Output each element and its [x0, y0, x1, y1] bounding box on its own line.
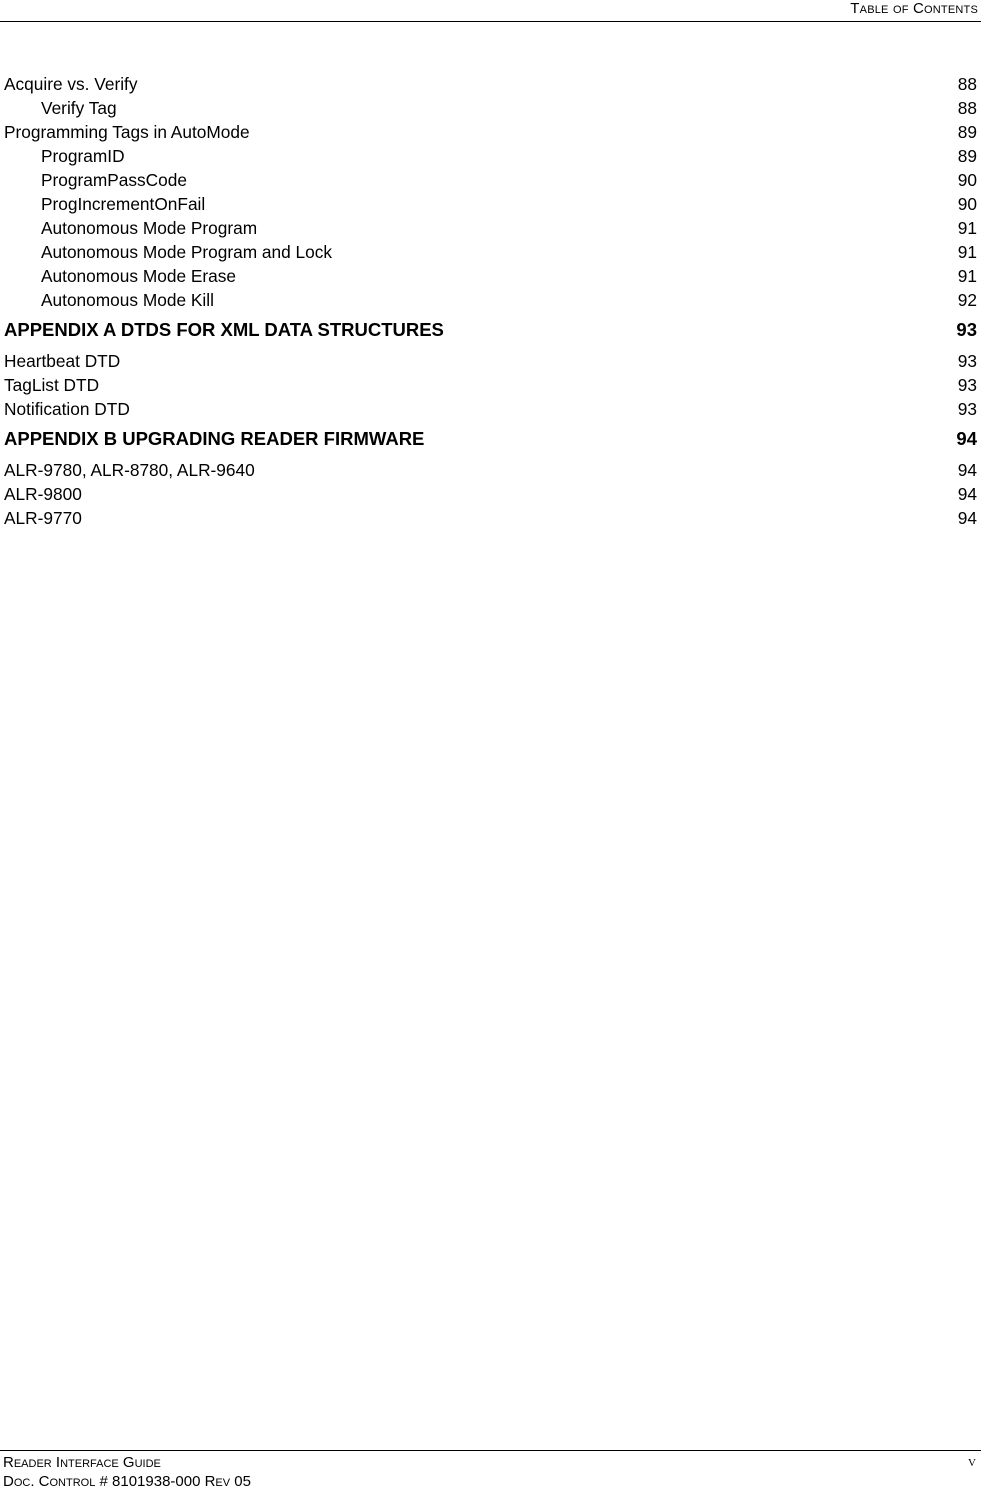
footer-doc-control: Doc. Control # 8101938-000 Rev 05	[3, 1473, 251, 1490]
toc-entry-page: 94	[957, 508, 977, 528]
toc-entry-label: Autonomous Mode Kill	[41, 290, 214, 310]
toc-entry[interactable]	[4, 120, 977, 144]
toc-entry[interactable]	[4, 144, 977, 168]
toc-entry[interactable]	[4, 216, 977, 240]
toc-entry-label: Autonomous Mode Erase	[41, 266, 237, 286]
toc-entry[interactable]	[4, 458, 977, 482]
toc-entry-label: Autonomous Mode Program	[41, 218, 258, 238]
toc-entry-label: Heartbeat DTD	[4, 351, 121, 371]
toc-entry-label: Programming Tags in AutoMode	[4, 122, 250, 142]
toc-entry[interactable]	[4, 264, 977, 288]
toc-entry-page: 91	[957, 242, 977, 262]
toc-entry-label: ALR-9770	[4, 508, 82, 528]
toc-entry[interactable]	[4, 240, 977, 264]
page-footer	[0, 1450, 981, 1493]
toc-entry-page: 91	[957, 218, 977, 238]
toc-entry[interactable]	[4, 168, 977, 192]
toc-entry-label: ALR-9800	[4, 484, 82, 504]
toc-entry-label: ALR-9780, ALR-8780, ALR-9640	[4, 460, 255, 480]
toc-entry[interactable]	[4, 482, 977, 506]
footer-page-number: v	[968, 1454, 976, 1470]
toc-entry-label: TagList DTD	[4, 375, 100, 395]
toc-entry-label: ProgramPassCode	[41, 170, 187, 190]
toc-entry-page: 88	[957, 74, 977, 94]
toc-entry[interactable]	[4, 288, 977, 312]
toc-entry-page: 93	[957, 351, 977, 371]
toc-entry-page: 90	[957, 170, 977, 190]
footer-guide-title: Reader Interface Guide	[3, 1454, 161, 1471]
toc-appendix-entry[interactable]	[4, 317, 977, 343]
toc-entry[interactable]	[4, 96, 977, 120]
toc-entry-page: 94	[957, 484, 977, 504]
toc-entry-page: 88	[957, 98, 977, 118]
toc-entry[interactable]	[4, 349, 977, 373]
toc-entry-page: 94	[957, 460, 977, 480]
toc-entry-label: Acquire vs. Verify	[4, 74, 138, 94]
toc-entry-page: 91	[957, 266, 977, 286]
toc-entry-page: 89	[957, 122, 977, 142]
header-title: Table of Contents	[850, 0, 978, 17]
toc-entry-label: APPENDIX A DTDS FOR XML DATA STRUCTURES	[4, 319, 444, 340]
toc-entry-page: 93	[957, 375, 977, 395]
toc-entry[interactable]	[4, 373, 977, 397]
toc-entry-page: 90	[957, 194, 977, 214]
toc-entry-page: 89	[957, 146, 977, 166]
toc-entry-label: ProgramID	[41, 146, 125, 166]
toc-entry[interactable]	[4, 72, 977, 96]
toc-entry-page: 93	[956, 319, 977, 340]
toc-entry-label: Autonomous Mode Program and Lock	[41, 242, 333, 262]
toc-entry-label: APPENDIX B UPGRADING READER FIRMWARE	[4, 428, 425, 449]
toc-entry[interactable]	[4, 397, 977, 421]
toc-entry[interactable]	[4, 192, 977, 216]
toc-entry-page: 93	[957, 399, 977, 419]
toc-entry-label: ProgIncrementOnFail	[41, 194, 206, 214]
toc-appendix-entry[interactable]	[4, 426, 977, 452]
toc-entry-label: Verify Tag	[41, 98, 117, 118]
toc-entry[interactable]	[4, 506, 977, 530]
toc-entry-page: 94	[956, 428, 977, 449]
page-header	[0, 0, 981, 22]
toc-entry-label: Notification DTD	[4, 399, 130, 419]
toc-entry-page: 92	[957, 290, 977, 310]
table-of-contents	[4, 72, 977, 530]
